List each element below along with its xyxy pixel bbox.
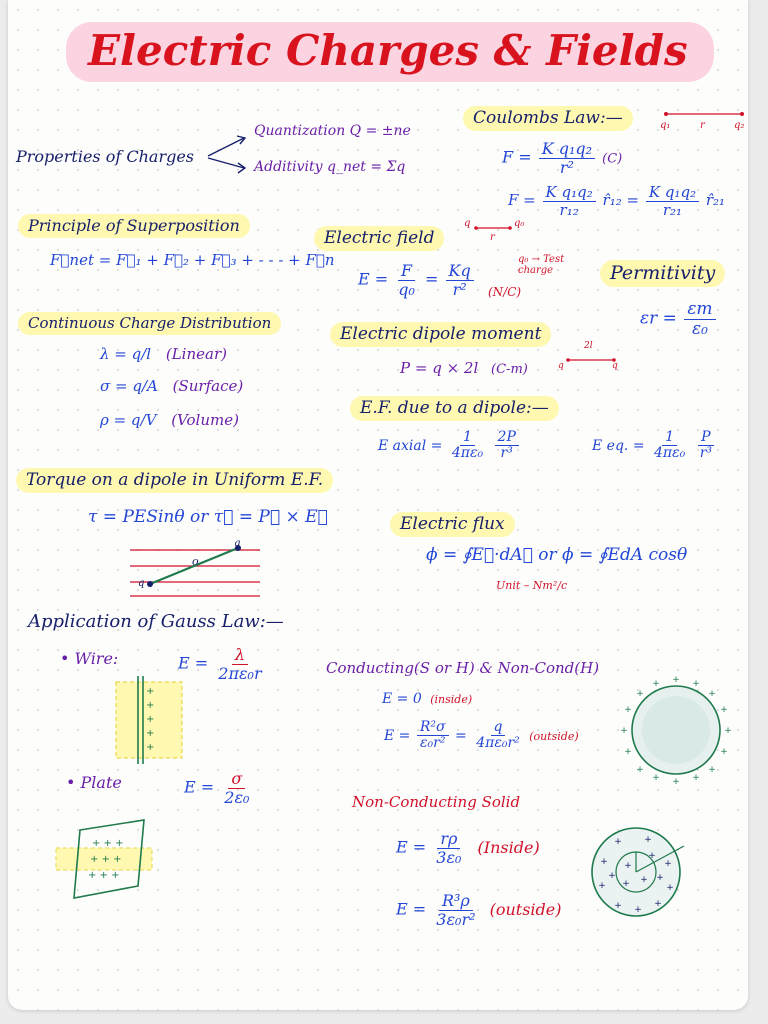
svg-text:+: + — [692, 679, 700, 689]
svg-text:+: + — [146, 700, 155, 711]
svg-text:+ + +: + + + — [90, 854, 122, 865]
svg-text:+: + — [654, 899, 662, 909]
properties-heading: Properties of Charges — [16, 147, 195, 166]
torque-diagram — [126, 540, 266, 600]
svg-text:+ + +: + + + — [88, 870, 120, 881]
conducting-outside: E = $\frac{\text{R²σ}}{\text{ε₀r²}}$ = $\frac{q}{\text{4πε₀r²}}$ (outside) — [384, 719, 579, 752]
svg-text:+: + — [614, 901, 622, 911]
svg-text:+: + — [652, 773, 660, 783]
wire-formula: E = $\frac{\lambda}{\text{2πε₀r}}$ — [178, 645, 262, 683]
svg-text:+: + — [720, 705, 728, 715]
svg-text:+: + — [672, 777, 680, 787]
svg-text:+: + — [614, 837, 622, 847]
svg-text:+: + — [708, 765, 716, 775]
svg-text:+: + — [656, 873, 664, 883]
torque-formula: τ = PESinθ or τ⃗ = P⃗ × E⃗ — [88, 507, 328, 527]
properties-arrows — [204, 128, 254, 178]
flux-unit: Unit – Nm²/c — [496, 579, 568, 592]
notes-sheet — [8, 0, 748, 1010]
coulomb-formula-2: F = $\frac{\text{K q₁q₂}}{\text{r₁₂}}$ r̂₁₂ = $\frac{\text{K q₁q₂}}{\text{r₂₁}}$ r̂₂₁ — [508, 183, 726, 219]
svg-text:+: + — [624, 861, 632, 871]
flux-formula: ϕ = ∮E⃗·dA⃗ or ϕ = ∮EdA cosθ — [426, 545, 688, 565]
additivity-text: Additivity q_net = Σq — [254, 159, 406, 175]
coulomb-q1: q₁ — [660, 120, 671, 131]
plate-gaussian-surface — [52, 816, 162, 906]
test-charge-note: q₀ → Test charge — [518, 254, 565, 276]
coulomb-q2: q₂ — [734, 120, 745, 131]
coulomb-heading: Coulombs Law:— — [463, 106, 633, 131]
svg-text:+: + — [598, 881, 606, 891]
svg-text:+: + — [146, 728, 155, 739]
superposition-formula: F⃗net = F⃗₁ + F⃗₂ + F⃗₃ + - - - + F⃗n — [50, 251, 335, 269]
torque-diagram-q-bottom: q — [138, 578, 145, 589]
nonconducting-sphere-diagram — [588, 824, 688, 924]
coulomb-r: r — [700, 120, 705, 131]
svg-text:+: + — [622, 879, 630, 889]
flux-heading: Electric flux — [390, 512, 515, 537]
conducting-sphere-diagram — [620, 674, 732, 786]
dipole-moment-formula: P = q × 2l (C-m) — [400, 359, 528, 377]
svg-text:+: + — [620, 726, 628, 736]
svg-text:+: + — [672, 675, 680, 685]
quantization-text: Quantization Q = ±ne — [254, 123, 411, 139]
svg-text:+: + — [624, 747, 632, 757]
svg-text:+: + — [724, 726, 732, 736]
svg-text:+: + — [146, 686, 155, 697]
dipole-q-left: q — [558, 361, 564, 371]
svg-text:+: + — [708, 689, 716, 699]
coulomb-formula-1: F = $\frac{\text{K q₁q₂}}{\text{r²}}$ (C) — [502, 139, 623, 177]
torque-heading: Torque on a dipole in Uniform E.F. — [16, 468, 333, 493]
continuous-heading: Continuous Charge Distribution — [18, 312, 281, 335]
volume-density: ρ = q/V (Volume) — [100, 411, 239, 429]
plate-label: • Plate — [66, 773, 122, 792]
svg-text:+: + — [608, 871, 616, 881]
permittivity-formula: εr = $\frac{\varepsilon m}{\text{ε₀}}$ — [640, 300, 718, 338]
plate-formula: E = $\frac{\sigma}{\text{2ε₀}}$ — [184, 769, 250, 807]
linear-density: λ = q/l (Linear) — [100, 345, 227, 363]
electric-field-diagram-q0: q₀ — [514, 218, 525, 229]
wire-label: • Wire: — [60, 649, 119, 668]
wire-gaussian-surface — [108, 676, 192, 764]
svg-text:+: + — [648, 851, 656, 861]
svg-text:+: + — [720, 747, 728, 757]
surface-density: σ = q/A (Surface) — [100, 377, 244, 395]
dipole-q-right: q — [612, 361, 618, 371]
nonconducting-outside: E = $\frac{\text{R³ρ}}{\text{3ε₀r²}}$ (outside) — [396, 891, 562, 929]
electric-field-diagram-q: q — [464, 218, 471, 229]
torque-diagram-q-top: q — [234, 538, 241, 549]
nonconducting-inside: E = $\frac{r\rho}{\text{3ε₀}}$ (Inside) — [396, 829, 540, 867]
conducting-inside: E = 0 (inside) — [382, 691, 473, 707]
dipole-field-heading: E.F. due to a dipole:— — [350, 396, 559, 421]
svg-text:+: + — [600, 857, 608, 867]
electric-field-formula: E = $\frac{F}{\text{q₀}}$ = $\frac{Kq}{\text{r²}}$ — [358, 262, 476, 298]
equatorial-field-formula: E eq. = $\frac{1}{\text{4πε₀}}$ $\frac{P}{\text{r³}}$ — [592, 429, 713, 462]
dipole-2l-label: 2l — [584, 341, 593, 351]
page-title: Electric Charges & Fields — [66, 22, 714, 82]
axial-field-formula: E axial = $\frac{1}{\text{4πε₀}}$ $\frac{2P}{\text{r³}}$ — [378, 430, 521, 462]
svg-text:+: + — [692, 773, 700, 783]
svg-text:+: + — [636, 689, 644, 699]
permittivity-heading: Permitivity — [600, 260, 725, 287]
electric-field-heading: Electric field — [314, 226, 444, 251]
svg-text:+: + — [666, 883, 674, 893]
superposition-heading: Principle of Superposition — [18, 214, 250, 238]
svg-text:+: + — [644, 835, 652, 845]
torque-diagram-o: o — [192, 555, 199, 568]
conducting-heading: Conducting(S or H) & Non-Cond(H) — [326, 659, 600, 677]
dipole-moment-heading: Electric dipole moment — [330, 322, 551, 347]
electric-field-diagram-r: r — [490, 232, 495, 243]
svg-text:+ + +: + + + — [92, 838, 124, 849]
electric-field-unit: (N/C) — [488, 285, 522, 299]
svg-text:+: + — [652, 679, 660, 689]
nonconducting-heading: Non-Conducting Solid — [352, 793, 521, 811]
svg-text:+: + — [636, 765, 644, 775]
svg-text:+: + — [146, 742, 155, 753]
svg-text:+: + — [146, 714, 155, 725]
svg-text:+: + — [634, 905, 642, 915]
svg-text:+: + — [664, 859, 672, 869]
svg-text:+: + — [640, 875, 648, 885]
gauss-heading: Application of Gauss Law:— — [28, 611, 284, 632]
svg-text:+: + — [624, 705, 632, 715]
